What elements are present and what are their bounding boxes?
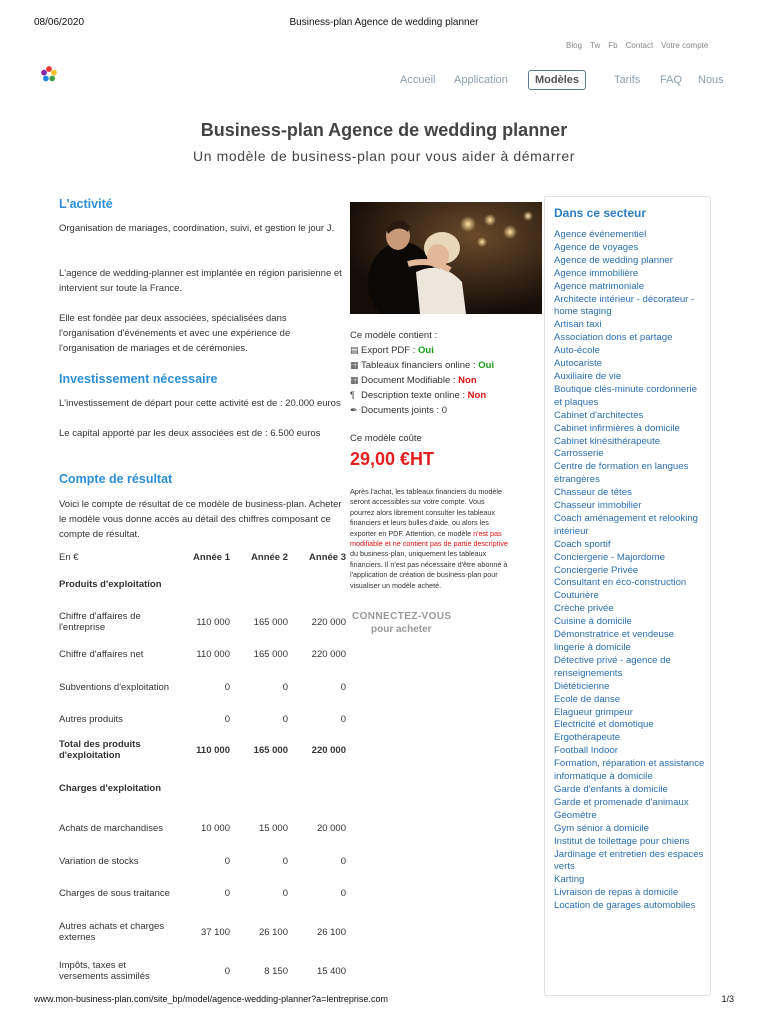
row-y2: 8 150	[264, 965, 288, 977]
row-y3: 0	[340, 713, 346, 725]
activite-p3: Elle est fondée par deux associées, spécialisées dans l'organisation d'événements et avec une expérience de l'organisation de mariages et de cérémonies.	[59, 313, 291, 354]
row-label: Produits d'exploitation	[59, 578, 162, 590]
row-y2	[230, 566, 288, 602]
sidebar-link[interactable]: Ergothérapeute	[554, 732, 621, 744]
table-row	[59, 951, 346, 991]
row-label: Variation de stocks	[59, 855, 139, 867]
row-y3: 15 400	[316, 965, 346, 977]
purchase-warning: n'est pas modifiable et ne contient pas de partie descriptive	[350, 528, 508, 549]
sidebar-link[interactable]: Conciergerie - Majordome	[554, 551, 665, 563]
sidebar-link[interactable]: Garde et promenade d'animaux	[554, 796, 689, 808]
sidebar-link[interactable]: Coach sportif	[554, 538, 611, 550]
row-y2: 165 000	[253, 616, 288, 628]
row-label: Subventions d'exploitation	[59, 681, 170, 693]
table-header-y2: Année 2	[251, 551, 288, 563]
row-label: Charges de sous traitance	[59, 887, 170, 899]
sidebar-link[interactable]: Karting	[554, 874, 585, 886]
sidebar-link[interactable]: Consultant en éco-construction	[554, 577, 687, 589]
joints-row	[350, 403, 494, 418]
export-pdf-value: Oui	[418, 345, 434, 356]
sidebar-link[interactable]: Association dons et partage	[554, 332, 673, 344]
sidebar-link[interactable]: Conciergerie Privée	[554, 564, 639, 576]
table-header-y3: Année 3	[309, 551, 346, 563]
table-row	[59, 642, 346, 667]
nav-modeles-label: Modèles	[535, 74, 580, 86]
row-y3	[288, 566, 346, 602]
tableaux-value: Oui	[478, 360, 495, 371]
sidebar-link[interactable]: Cabinet infirmières à domicile	[554, 422, 680, 434]
sidebar-link[interactable]: Jardinage et entretien des espaces verts	[554, 848, 704, 873]
top-nav	[566, 41, 716, 50]
table-header-row	[59, 548, 346, 566]
nav-modeles[interactable]	[528, 70, 586, 90]
table-row	[59, 602, 346, 642]
investissement-p2: Le capital apporté par les deux associées est de : 6.500 euros	[59, 428, 321, 439]
table-icon: ▦	[350, 360, 359, 370]
row-label: Autres produits	[59, 713, 123, 725]
nav-tarifs[interactable]: Tarifs	[614, 74, 641, 86]
connect-subtext[interactable]: pour acheter	[371, 624, 432, 635]
row-label: Chiffre d'affaires de l'entreprise	[59, 611, 141, 633]
row-y3: 26 100	[316, 926, 346, 938]
print-date: 08/06/2020	[34, 17, 85, 28]
sidebar-link[interactable]: Détective privé - agence de renseignements	[554, 654, 671, 679]
row-y2: 165 000	[253, 649, 288, 660]
table-row	[59, 849, 346, 873]
table-row	[59, 667, 346, 707]
page-subtitle: Un modèle de business-plan pour vous aider à démarrer	[193, 148, 575, 164]
row-label: Chiffre d'affaires net	[59, 649, 144, 660]
row-y1: 110 000	[196, 616, 230, 628]
purchase-info-3: du business-plan, uniquement les tableaux financiers. Il n'est pas nécessaire d'être abonné à l'application de création de business-plan pour visualiser un modèle acheté.	[350, 549, 508, 590]
modifiable-value: Non	[458, 375, 477, 386]
contains-label: Ce modèle contient :	[350, 330, 438, 341]
sidebar-link[interactable]: Cuisine à domicile	[554, 616, 632, 628]
investissement-heading: Investissement nécessaire	[59, 372, 218, 386]
row-y1: 0	[224, 855, 230, 867]
row-y2: 15 000	[258, 822, 288, 834]
row-y3	[288, 769, 346, 807]
sidebar-link[interactable]: Crèche privée	[554, 603, 614, 615]
sidebar-link[interactable]: Gym sénior à domicile	[554, 822, 649, 834]
sidebar-link[interactable]: Artisan taxi	[554, 319, 602, 331]
row-y1	[175, 769, 230, 807]
purchase-info-2: Attention, ce modèle	[405, 528, 474, 538]
row-y3: 220 000	[311, 744, 346, 756]
sidebar-link[interactable]: Agence de wedding planner	[554, 254, 673, 266]
sidebar-link[interactable]: Démonstratrice et vendeuse lingerie à domicile	[554, 629, 674, 653]
compte-intro: Voici le compte de résultat de ce modèle de business-plan. Acheter le modèle vous donne accès au détail des chiffres composant ce compte de résultat.	[59, 499, 342, 540]
row-y1: 110 000	[196, 744, 230, 756]
row-y2	[230, 769, 288, 807]
row-y3: 220 000	[311, 649, 346, 660]
nav-contact[interactable]: Contact	[625, 41, 654, 50]
joints-label: Documents joints : 0	[361, 405, 448, 416]
sidebar-link[interactable]: Garde d'enfants à domicile	[554, 783, 668, 795]
row-label: Autres achats et charges externes	[59, 921, 165, 943]
row-y1: 0	[224, 681, 230, 693]
price: 29,00 €HT	[350, 449, 435, 469]
row-label: Achats de marchandises	[59, 822, 164, 834]
income-statement-table	[59, 548, 346, 991]
sidebar-link[interactable]: Coach aménagement et relooking intérieur	[554, 512, 698, 537]
sidebar-link[interactable]: Agence matrimoniale	[554, 280, 645, 292]
tableaux-row	[350, 358, 494, 373]
sidebar-link[interactable]: Agence de voyages	[554, 241, 639, 253]
nav-account[interactable]: Votre compte	[661, 41, 709, 50]
nav-accueil[interactable]: Accueil	[400, 74, 436, 86]
row-y1: 0	[224, 887, 230, 899]
row-y3: 0	[340, 855, 346, 867]
export-pdf-row	[350, 343, 494, 358]
table-row	[59, 873, 346, 913]
row-y3: 0	[340, 887, 346, 899]
sidebar-link[interactable]: Agence immobilière	[554, 267, 639, 279]
sidebar-link[interactable]: Institut de toilettage pour chiens	[554, 835, 690, 847]
connect-button[interactable]: CONNECTEZ-VOUS	[352, 611, 452, 622]
table-row	[59, 807, 346, 849]
sidebar-heading: Dans ce secteur	[554, 206, 647, 220]
row-y3: 0	[340, 681, 346, 693]
sidebar-link[interactable]: Auto-école	[554, 345, 600, 357]
sidebar-link[interactable]: Cabinet kinésithérapeute	[554, 435, 661, 447]
sidebar-link[interactable]: Football Indoor	[554, 745, 618, 757]
paperclip-icon: ✒	[350, 405, 358, 415]
sidebar-link[interactable]: Couturière	[554, 590, 599, 602]
sidebar-link[interactable]: Location de garages automobiles	[554, 900, 696, 912]
nav-twitter[interactable]: Tw	[590, 41, 601, 50]
compte-heading: Compte de résultat	[59, 472, 173, 486]
sidebar-link[interactable]: Architecte intérieur - décorateur - home staging	[554, 293, 695, 318]
sector-list	[554, 229, 706, 913]
table-row	[59, 707, 346, 731]
description-value: Non	[467, 390, 487, 401]
row-y1: 37 100	[200, 926, 230, 938]
row-y3: 20 000	[316, 822, 346, 834]
sidebar-link[interactable]: Boutique clés-minute cordonnerie et plaques	[554, 383, 697, 408]
footer-url: www.mon-business-plan.com/site_bp/model/agence-wedding-planner?a=lentreprise.com	[34, 994, 388, 1004]
activite-heading: L'activité	[59, 197, 113, 211]
sidebar-link[interactable]: Formation, réparation et assistance informatique à domicile	[554, 758, 705, 783]
purchase-info-1: Après l'achat, les tableaux financiers du modèle seront accessibles sur votre compte. Vous pourrez alors librement consulter les tableaux financiers et leurs bulles d'aide, ou alors les exporter en PDF.	[350, 487, 502, 538]
sidebar-link[interactable]: Livraison de repas à domicile	[554, 887, 679, 899]
row-y2: 0	[282, 887, 288, 899]
row-y1: 0	[224, 965, 230, 977]
model-contents	[350, 328, 494, 418]
row-y2: 0	[282, 681, 288, 693]
sidebar-link[interactable]: Agence événementiel	[554, 229, 647, 240]
row-y1: 110 000	[196, 649, 230, 660]
investissement-p1: L'investissement de départ pour cette activité est de : 20.000 euros	[59, 398, 341, 409]
table-icon: ▦	[350, 375, 359, 385]
table-row	[59, 769, 346, 807]
row-y2: 26 100	[258, 926, 288, 938]
row-label: Total des produits d'exploitation	[59, 739, 141, 761]
row-y1	[175, 566, 230, 602]
sidebar-link[interactable]: Elagueur grimpeur	[554, 706, 633, 718]
table-row	[59, 913, 346, 951]
sidebar-link[interactable]: Chasseur immobilier	[554, 500, 642, 512]
wedding-photo	[350, 202, 542, 314]
modifiable-row	[350, 373, 494, 388]
nav-faq[interactable]: FAQ	[660, 74, 683, 86]
activite-p1: Organisation de mariages, coordination, suivi, et gestion le jour J.	[59, 223, 335, 234]
logo-icon[interactable]	[40, 65, 58, 83]
sidebar-link[interactable]: Carrosserie	[554, 448, 604, 460]
tableaux-label: Tableaux financiers online :	[361, 360, 479, 371]
footer-page: 1/3	[721, 994, 734, 1004]
description-label: Description texte online :	[361, 390, 468, 401]
sidebar-link[interactable]: Auxiliaire de vie	[554, 370, 622, 382]
row-y2: 165 000	[253, 744, 288, 756]
page-title: Business-plan Agence de wedding planner	[200, 120, 568, 140]
sidebar-link[interactable]: Géomètre	[554, 809, 597, 821]
nav-blog[interactable]: Blog	[566, 41, 583, 50]
export-pdf-label: Export PDF :	[361, 345, 419, 356]
sector-sidebar	[544, 196, 711, 996]
row-label: Charges d'exploitation	[59, 782, 162, 794]
pdf-icon: ▤	[350, 345, 359, 355]
row-y2: 0	[282, 855, 288, 867]
sidebar-link[interactable]: Centre de formation en langues étrangères	[554, 461, 689, 486]
nav-application[interactable]: Application	[454, 74, 508, 86]
nav-nous[interactable]: Nous	[698, 74, 724, 86]
print-title: Business-plan Agence de wedding planner	[289, 17, 479, 28]
purchase-info	[350, 487, 510, 591]
sidebar-link[interactable]: Electricité et domotique	[554, 719, 654, 731]
cost-label: Ce modèle coûte	[350, 433, 422, 444]
row-y2: 0	[282, 713, 288, 725]
paragraph-icon: ¶	[350, 390, 355, 400]
table-header-y1: Année 1	[193, 551, 230, 563]
row-label: Impôts, taxes et versements assimilés	[59, 960, 150, 982]
nav-facebook[interactable]: Fb	[608, 41, 618, 50]
row-y1: 10 000	[200, 822, 230, 834]
sidebar-link[interactable]: Ecole de danse	[554, 693, 621, 705]
row-y1: 0	[224, 713, 230, 725]
sidebar-link[interactable]: Diététicienne	[554, 680, 610, 692]
modifiable-label: Document Modifiable :	[361, 375, 459, 386]
row-y3: 220 000	[311, 616, 346, 628]
sidebar-link[interactable]: Autocariste	[554, 358, 602, 370]
activite-p2: L'agence de wedding-planner est implantée en région parisienne et intervient sur toute la France.	[59, 268, 342, 294]
table-row	[59, 731, 346, 769]
table-header-label: En €	[59, 551, 79, 563]
sidebar-link[interactable]: Chasseur de têtes	[554, 487, 632, 499]
sidebar-link[interactable]: Cabinet d'architectes	[554, 409, 644, 421]
table-row	[59, 566, 346, 602]
description-row	[350, 388, 494, 403]
